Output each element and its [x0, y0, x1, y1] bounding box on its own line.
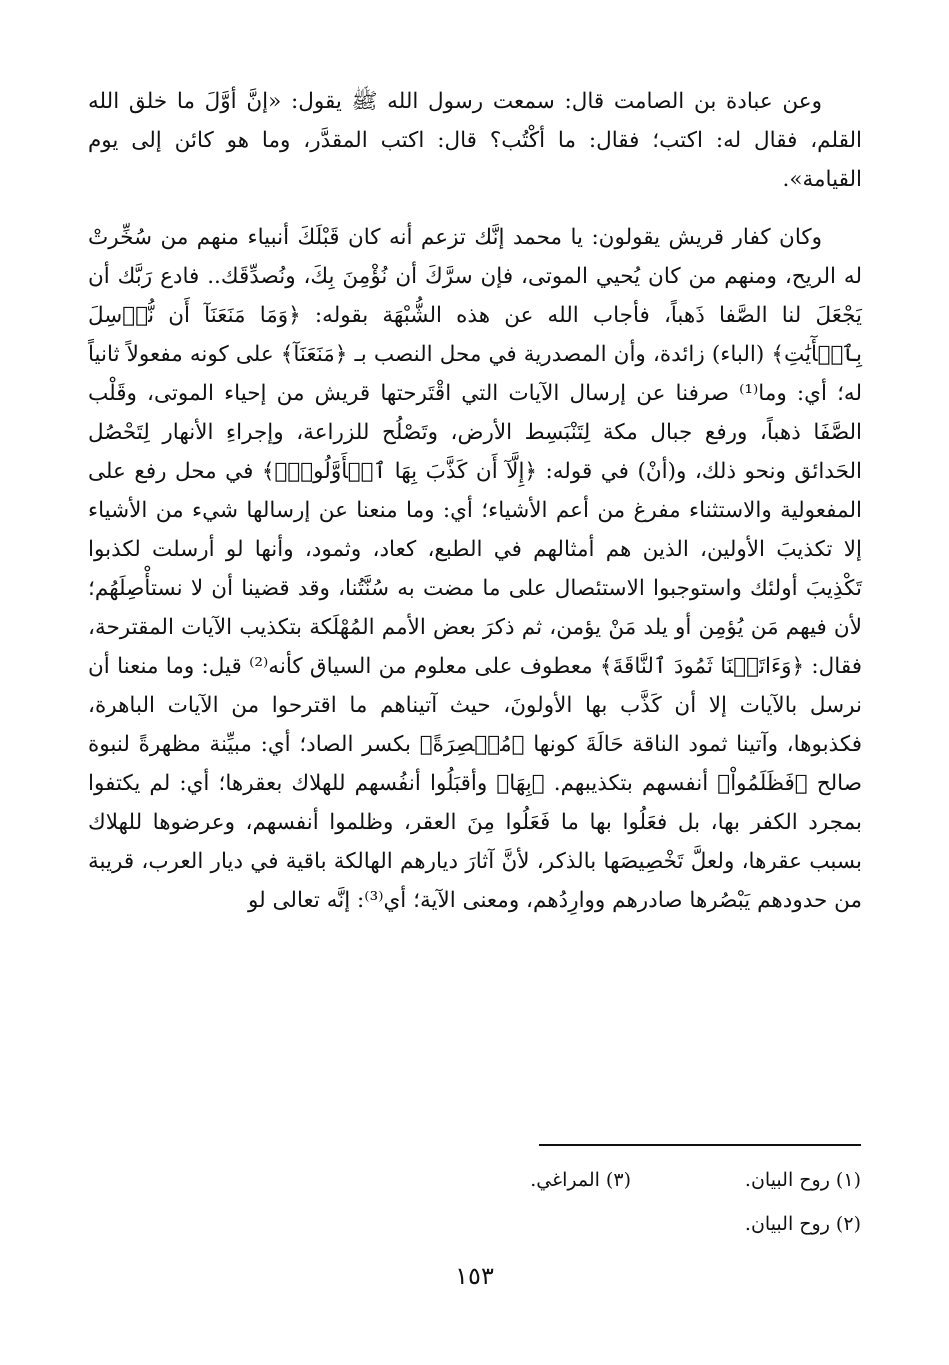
- paragraph-hadith: وعن عبادة بن الصامت قال: سمعت رسول الله ﷺ يقول: «إنَّ أوَّلَ ما خلق الله القلم، فقال له: اكتب؛ فقال: ما أكْتُب؟ قال: اكتب المقدَّر، وما هو كائن إلى يوم القيامة».: [88, 89, 862, 192]
- page-number: ١٥٣: [455, 1262, 494, 1290]
- footnote-1: (١) روح البيان.: [744, 1169, 861, 1191]
- footnotes: [301, 1158, 861, 1246]
- footnote-divider: [539, 1144, 861, 1146]
- footnote-row: [301, 1202, 861, 1246]
- paragraph-tafsir: وكان كفار قريش يقولون: يا محمد إنَّك تزعم أنه كان قَبْلَكَ أنبياء منهم من سُخِّرتْ له الريح، ومنهم من كان يُحيي الموتى، فإن سرَّكَ أن نُؤْمِنَ بِكَ، ونُصدِّقَك.. فادع رَبَّك أن يَجْعَلَ لنا الصَّفا ذَهباً، فأجاب الله عن هذه الشُّبْهَة بقوله: ﴿وَمَا مَنَعَنَآ أَن نُّرۡسِلَ بِٱلۡأٓيَٰتِ﴾ (الباء) زائدة، وأن المصدرية في محل النصب بـ ﴿مَنَعَنَآ﴾ على كونه مفعولاً ثانياً له؛ أي: وما⁽¹⁾ صرفنا عن إرسال الآيات التي اقْتَرحتها قريش من إحياء الموتى، وقَلْب الصَّفَا ذهباً، ورفع جبال مكة لِتَنْبَسِط الأرض، وتَصْلُح للزراعة، وإجراءِ الأنهار لِتَحْصُل الحَدائق ونحو ذلك، و(أنْ) في قوله: ﴿إِلَّآ أَن كَذَّبَ بِهَا ٱلۡأَوَّلُونَۚ﴾ في محل رفع على المفعولية والاستثناء مفرغ من أعم الأشياء؛ أي: وما منعنا عن إرسالها شيء من الأشياء إلا تكذيبَ الأولين، الذين هم أمثالهم في الطبع، كعاد، وثمود، وأنها لو أرسلت لكذبوا تَكْذِيبَ أولئك واستوجبوا الاستئصال على ما مضت به سُنَّتُنا، وقد قضينا أن لا نستأْصِلَهُم؛ لأن فيهم مَن يُؤمِن أو يلد مَنْ يؤمن، ثم ذكرَ بعض الأمم المُهْلَكة بتكذيب الآيات المقترحة، فقال: ﴿وَءَاتَيۡنَا ثَمُودَ ٱلنَّاقَةَ﴾ معطوف على معلوم من السياق كأنه⁽²⁾ قيل: وما منعنا أن نرسل بالآيات إلا أن كَذَّب بها الأولونَ، حيث آتيناهم ما اقترحوا من الآيات الباهرة، فكذبوها، وآتينا ثمود الناقة حَالَةَ كونها ﴿مُبۡصِرَةً﴾ بكسر الصاد؛ أي: مبيِّنة مظهرةً لنبوة صالح ﴿فَظَلَمُواْ﴾ أنفسهم بتكذيبهم. ﴿بِهَا﴾ وأقبَلُوا أنفُسهم للهلاك بعقرها؛ أي: لم يكتفوا بمجرد الكفر بها، بل فعَلُوا بها ما فَعَلُوا مِنَ العقر، وظلموا أنفسهم، وعرضوها للهلاك بسبب عقرها، ولعلَّ تَخْصِيصَها بالذكر، لأنَّ آثارَ ديارهم الهالكة باقية في ديار العرب، قريبة من حدودهم يَبْصُرها صادرهم ووارِدُهم، ومعنى الآية؛ أي⁽³⁾: إنَّه تعالى لو: [88, 225, 862, 913]
- footnote-2: (٢) روح البيان.: [744, 1213, 861, 1235]
- page-body: [88, 82, 862, 920]
- footnote-row: [301, 1158, 861, 1202]
- footnote-3: (٣) المراغي.: [530, 1169, 631, 1191]
